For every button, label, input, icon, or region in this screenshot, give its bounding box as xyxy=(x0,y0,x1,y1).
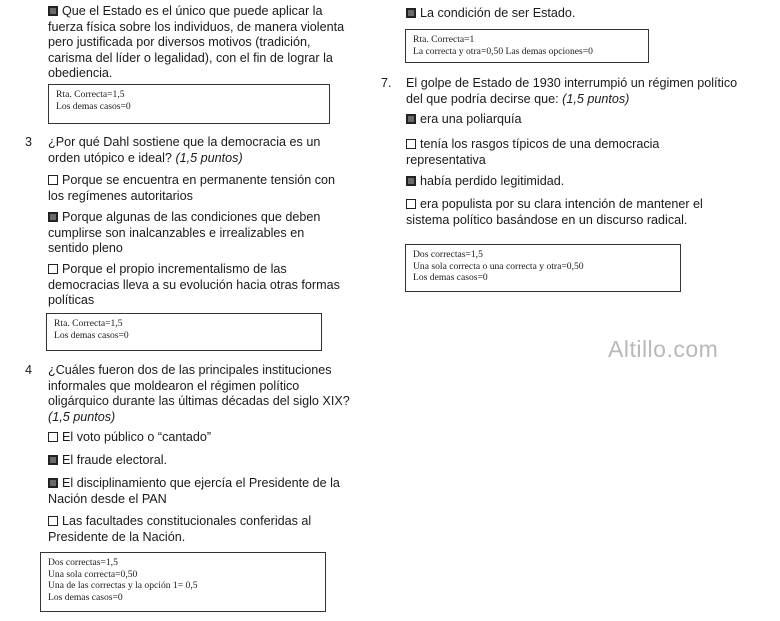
q4-option-3[interactable]: El disciplinamiento que ejercía el Presidente de la Nación desde el PAN xyxy=(48,476,340,506)
checked-checkbox-icon xyxy=(48,6,58,16)
q7-points: (1,5 puntos) xyxy=(562,91,630,106)
q3-option-1[interactable]: Porque se encuentra en permanente tensión con los regímenes autoritarios xyxy=(48,173,336,203)
q3-question: ¿Por qué Dahl sostiene que la democracia es un orden utópico e ideal? (1,5 puntos) xyxy=(48,135,321,165)
watermark-logo: Altillo.com xyxy=(608,336,719,362)
q4-option-2[interactable]: El fraude electoral. xyxy=(48,453,368,469)
q3-number: 3 xyxy=(25,135,33,149)
q6-option-state-condition: La condición de ser Estado. xyxy=(406,6,746,22)
checkbox-icon[interactable] xyxy=(48,432,58,442)
q2-option-state-monopoly: Que el Estado es el único que puede aplicar la fuerza física sobre los individuos, de manera violenta pero justificada por diversos motivos (tradición, carisma del líder o legalidad), con el fin de lograr la obediencia. xyxy=(48,4,345,80)
checkbox-icon[interactable] xyxy=(48,516,58,526)
checkbox-icon[interactable] xyxy=(406,139,416,149)
checked-checkbox-icon[interactable] xyxy=(406,176,416,186)
q3-points: (1,5 puntos) xyxy=(175,150,243,165)
q4-points: (1,5 puntos) xyxy=(48,409,116,424)
q7-question: El golpe de Estado de 1930 interrumpió un régimen político del que podría decirse que: (1,5 puntos) xyxy=(406,76,738,106)
checkbox-icon[interactable] xyxy=(406,199,416,209)
checked-checkbox-icon[interactable] xyxy=(406,114,416,124)
q2-answer-key: Rta. Correcta=1,5 Los demas casos=0 xyxy=(48,84,330,124)
q7-number: 7. xyxy=(381,76,392,90)
q3-option-3[interactable]: Porque el propio incrementalismo de las democracias lleva a su evolución hacia otras formas políticas xyxy=(48,262,340,307)
q3-option-2[interactable]: Porque algunas de las condiciones que deben cumplirse son inalcanzables e irrealizables en sentido pleno xyxy=(48,210,321,255)
q7-option-1[interactable]: era una poliarquía xyxy=(406,112,756,128)
checked-checkbox-icon[interactable] xyxy=(48,478,58,488)
q7-option-3[interactable]: había perdido legitimidad. xyxy=(406,174,756,190)
q7-option-2[interactable]: tenía los rasgos típicos de una democracia representativa xyxy=(406,137,660,167)
q4-answer-key: Dos correctas=1,5 Una sola correcta=0,50 Una de las correctas y la opción 1= 0,5 Los demas casos=0 xyxy=(40,552,326,612)
checked-checkbox-icon[interactable] xyxy=(48,455,58,465)
q4-question: ¿Cuáles fueron dos de las principales instituciones informales que moldearon el régimen político oligárquico durante las últimas décadas del siglo XIX? (1,5 puntos) xyxy=(48,363,378,425)
q4-option-4[interactable]: Las facultades constitucionales conferidas al Presidente de la Nación. xyxy=(48,514,312,544)
q7-answer-key: Dos correctas=1,5 Una sola correcta o una correcta y otra=0,50 Los demas casos=0 xyxy=(405,244,681,292)
checked-checkbox-icon xyxy=(406,8,416,18)
checkbox-icon[interactable] xyxy=(48,264,58,274)
checked-checkbox-icon[interactable] xyxy=(48,212,58,222)
q3-answer-key: Rta. Correcta=1,5 Los demas casos=0 xyxy=(46,313,322,351)
q4-option-1[interactable]: El voto público o “cantado” xyxy=(48,430,368,446)
checkbox-icon[interactable] xyxy=(48,175,58,185)
q6-answer-key: Rta. Correcta=1 La correcta y otra=0,50 Las demas opciones=0 xyxy=(405,29,649,63)
q4-number: 4 xyxy=(25,363,33,377)
q7-option-4[interactable]: era populista por su clara intención de mantener el sistema político basándose en un discurso radical. xyxy=(406,197,703,227)
